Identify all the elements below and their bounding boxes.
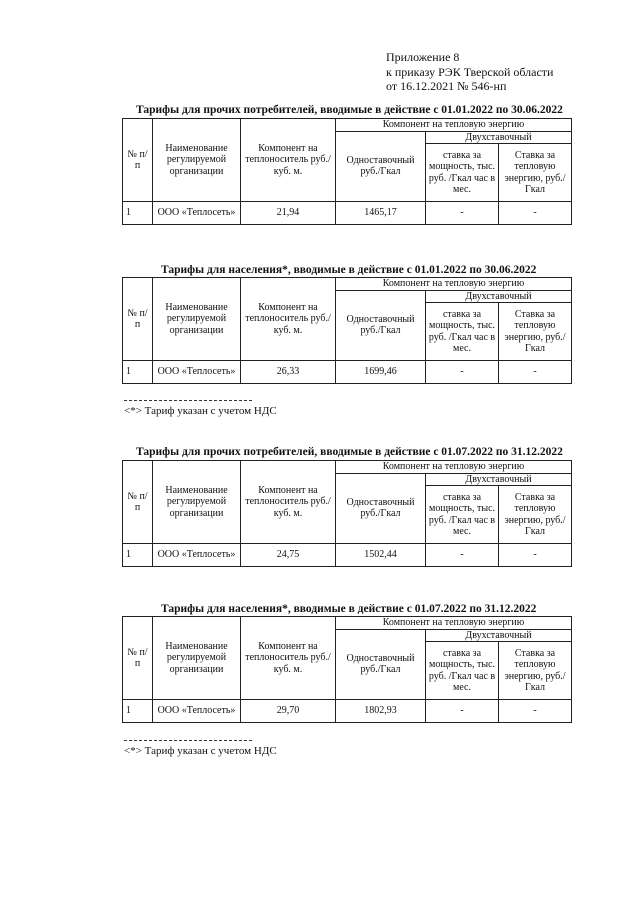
cell-single: 1502,44 bbox=[336, 544, 426, 567]
col-single-header: Одноставочный руб./Гкал bbox=[336, 473, 426, 544]
col-carrier-header: Компонент на теплоноситель руб./куб. м. bbox=[241, 617, 336, 700]
cell-carrier: 29,70 bbox=[241, 700, 336, 723]
col-energy-header: Ставка за тепловую энергию, руб./Гкал bbox=[499, 486, 572, 544]
footnote-divider bbox=[124, 400, 252, 401]
cell-carrier: 24,75 bbox=[241, 544, 336, 567]
appendix-header bbox=[386, 50, 553, 94]
col-carrier-header: Компонент на теплоноситель руб./куб. м. bbox=[241, 278, 336, 361]
order-date: от 16.12.2021 № 546-нп bbox=[386, 79, 507, 93]
col-single-header: Одноставочный руб./Гкал bbox=[336, 290, 426, 361]
footnote-divider bbox=[124, 740, 252, 741]
cell-org: ООО «Теплосеть» bbox=[153, 202, 241, 225]
cell-org: ООО «Теплосеть» bbox=[153, 700, 241, 723]
cell-single: 1699,46 bbox=[336, 361, 426, 384]
col-org-header: Наименование регулируемой организации bbox=[153, 278, 241, 361]
table-row bbox=[123, 544, 572, 567]
cell-org: ООО «Теплосеть» bbox=[153, 544, 241, 567]
col-capacity-header: ставка за мощность, тыс. руб. /Гкал час в мес. bbox=[426, 303, 499, 361]
appendix-number: Приложение 8 bbox=[386, 50, 460, 64]
tariff-table bbox=[122, 277, 572, 384]
col-capacity-header: ставка за мощность, тыс. руб. /Гкал час в мес. bbox=[426, 144, 499, 202]
tariff-table bbox=[122, 616, 572, 723]
cell-capacity: - bbox=[426, 361, 499, 384]
cell-energy: - bbox=[499, 202, 572, 225]
col-num-header: № п/п bbox=[123, 461, 153, 544]
col-num-header: № п/п bbox=[123, 278, 153, 361]
col-num-header: № п/п bbox=[123, 119, 153, 202]
col-heat-header: Компонент на тепловую энергию bbox=[336, 617, 572, 630]
cell-energy: - bbox=[499, 361, 572, 384]
table-row bbox=[123, 361, 572, 384]
table-row bbox=[123, 202, 572, 225]
col-double-header: Двухставочный bbox=[426, 473, 572, 486]
col-heat-header: Компонент на тепловую энергию bbox=[336, 278, 572, 291]
col-carrier-header: Компонент на теплоноситель руб./куб. м. bbox=[241, 119, 336, 202]
tariff-table bbox=[122, 118, 572, 225]
cell-energy: - bbox=[499, 544, 572, 567]
cell-carrier: 26,33 bbox=[241, 361, 336, 384]
cell-carrier: 21,94 bbox=[241, 202, 336, 225]
col-heat-header: Компонент на тепловую энергию bbox=[336, 119, 572, 132]
vat-footnote: <*> Тариф указан с учетом НДС bbox=[124, 745, 277, 757]
table-row bbox=[123, 700, 572, 723]
col-num-header: № п/п bbox=[123, 617, 153, 700]
col-energy-header: Ставка за тепловую энергию, руб./Гкал bbox=[499, 303, 572, 361]
col-org-header: Наименование регулируемой организации bbox=[153, 617, 241, 700]
cell-num: 1 bbox=[123, 700, 153, 723]
section-title: Тарифы для населения*, вводимые в действие с 01.07.2022 по 31.12.2022 bbox=[161, 603, 537, 615]
cell-energy: - bbox=[499, 700, 572, 723]
section-title: Тарифы для прочих потребителей, вводимые в действие с 01.07.2022 по 31.12.2022 bbox=[136, 446, 563, 458]
col-org-header: Наименование регулируемой организации bbox=[153, 119, 241, 202]
cell-single: 1802,93 bbox=[336, 700, 426, 723]
cell-capacity: - bbox=[426, 700, 499, 723]
col-energy-header: Ставка за тепловую энергию, руб./Гкал bbox=[499, 642, 572, 700]
cell-single: 1465,17 bbox=[336, 202, 426, 225]
col-double-header: Двухставочный bbox=[426, 131, 572, 144]
section-title: Тарифы для населения*, вводимые в действие с 01.01.2022 по 30.06.2022 bbox=[161, 264, 537, 276]
col-single-header: Одноставочный руб./Гкал bbox=[336, 629, 426, 700]
col-capacity-header: ставка за мощность, тыс. руб. /Гкал час в мес. bbox=[426, 642, 499, 700]
col-org-header: Наименование регулируемой организации bbox=[153, 461, 241, 544]
cell-num: 1 bbox=[123, 544, 153, 567]
order-reference: к приказу РЭК Тверской области bbox=[386, 64, 554, 79]
cell-org: ООО «Теплосеть» bbox=[153, 361, 241, 384]
col-double-header: Двухставочный bbox=[426, 290, 572, 303]
col-double-header: Двухставочный bbox=[426, 629, 572, 642]
vat-footnote: <*> Тариф указан с учетом НДС bbox=[124, 405, 277, 417]
cell-capacity: - bbox=[426, 202, 499, 225]
cell-num: 1 bbox=[123, 361, 153, 384]
tariff-table bbox=[122, 460, 572, 567]
col-energy-header: Ставка за тепловую энергию, руб./Гкал bbox=[499, 144, 572, 202]
col-heat-header: Компонент на тепловую энергию bbox=[336, 461, 572, 474]
col-single-header: Одноставочный руб./Гкал bbox=[336, 131, 426, 202]
section-title: Тарифы для прочих потребителей, вводимые в действие с 01.01.2022 по 30.06.2022 bbox=[136, 104, 563, 116]
cell-capacity: - bbox=[426, 544, 499, 567]
col-carrier-header: Компонент на теплоноситель руб./куб. м. bbox=[241, 461, 336, 544]
col-capacity-header: ставка за мощность, тыс. руб. /Гкал час в мес. bbox=[426, 486, 499, 544]
cell-num: 1 bbox=[123, 202, 153, 225]
